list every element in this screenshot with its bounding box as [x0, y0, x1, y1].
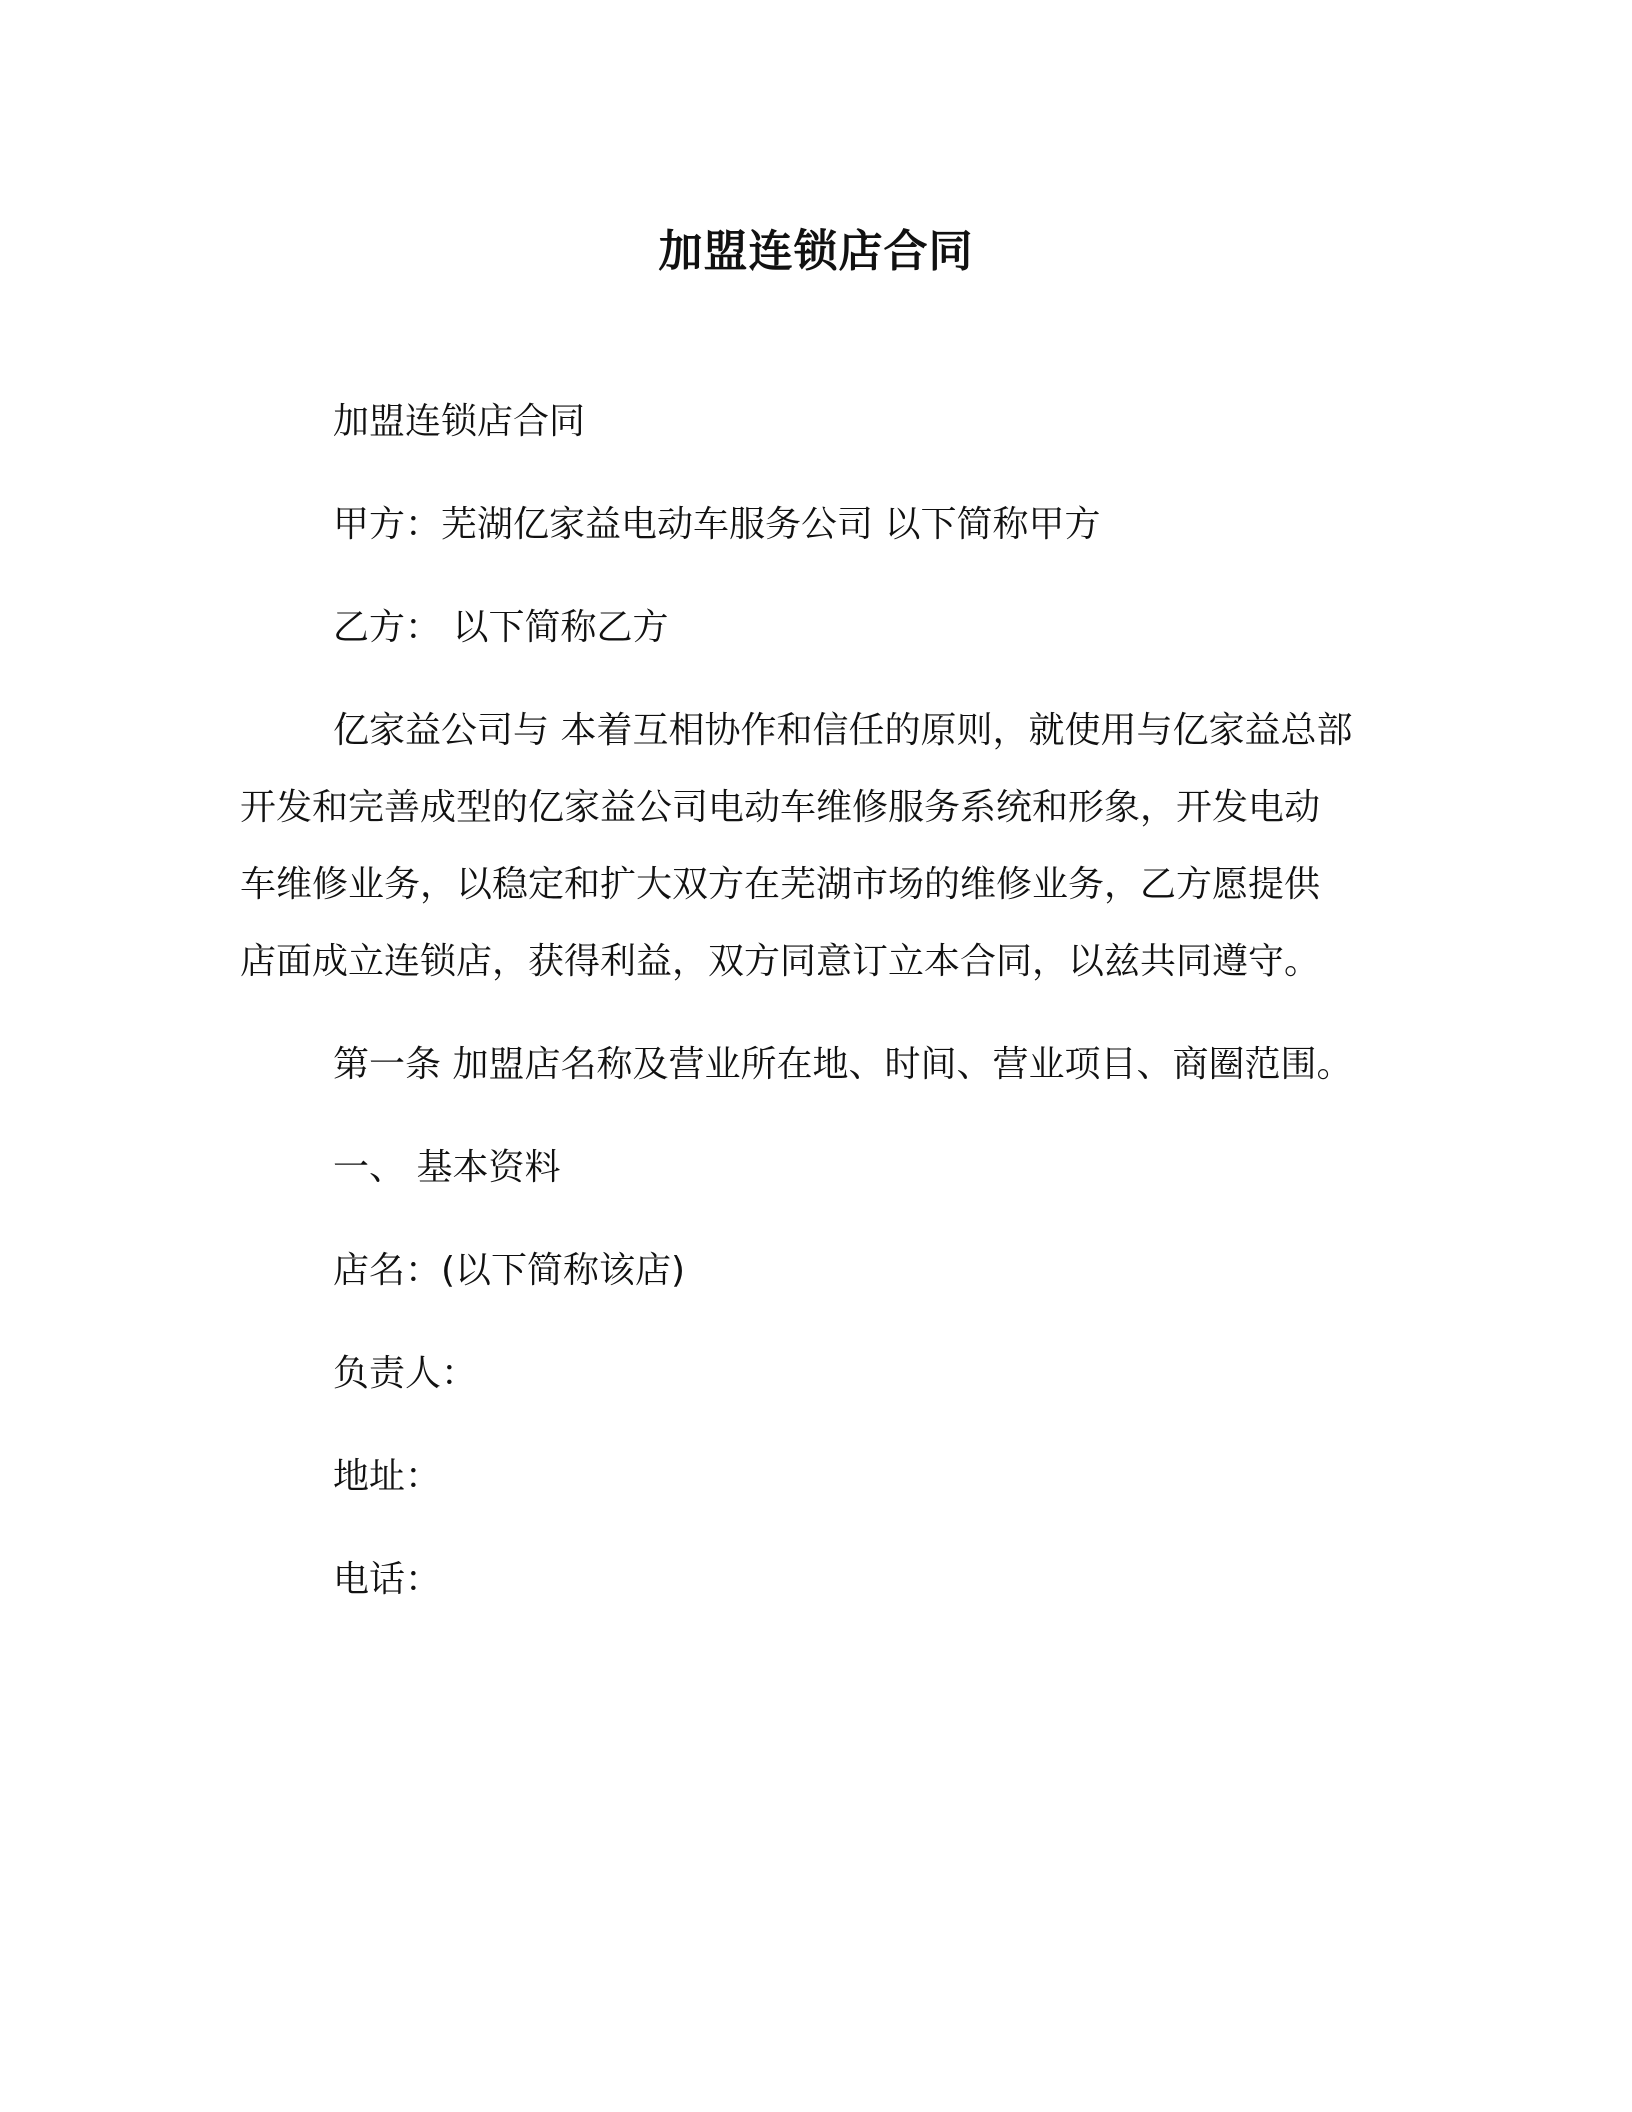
intro-line-1: 亿家益公司与 本着互相协作和信任的原则，就使用与亿家益总部 [333, 710, 1353, 751]
store-name-field: 店名：(以下简称该店) [333, 1250, 686, 1291]
contract-heading: 加盟连锁店合同 [333, 401, 586, 442]
person-in-charge-field: 负责人： [333, 1353, 478, 1394]
phone-field: 电话： [333, 1559, 442, 1600]
section-1-heading: 一、 基本资料 [333, 1147, 561, 1188]
address-field: 地址： [333, 1456, 442, 1497]
intro-line-2: 开发和完善成型的亿家益公司电动车维修服务系统和形象，开发电动 [240, 787, 1321, 828]
party-b-line: 乙方： 以下简称乙方 [333, 607, 669, 648]
intro-line-4: 店面成立连锁店，获得利益，双方同意订立本合同，以兹共同遵守。 [240, 941, 1321, 982]
document-title: 加盟连锁店合同 [658, 226, 974, 277]
intro-line-3: 车维修业务，以稳定和扩大双方在芜湖市场的维修业务，乙方愿提供 [240, 864, 1321, 905]
article-1-heading: 第一条 加盟店名称及营业所在地、时间、营业项目、商圈范围。 [333, 1044, 1353, 1085]
party-a-line: 甲方：芜湖亿家益电动车服务公司 以下简称甲方 [333, 504, 1101, 545]
